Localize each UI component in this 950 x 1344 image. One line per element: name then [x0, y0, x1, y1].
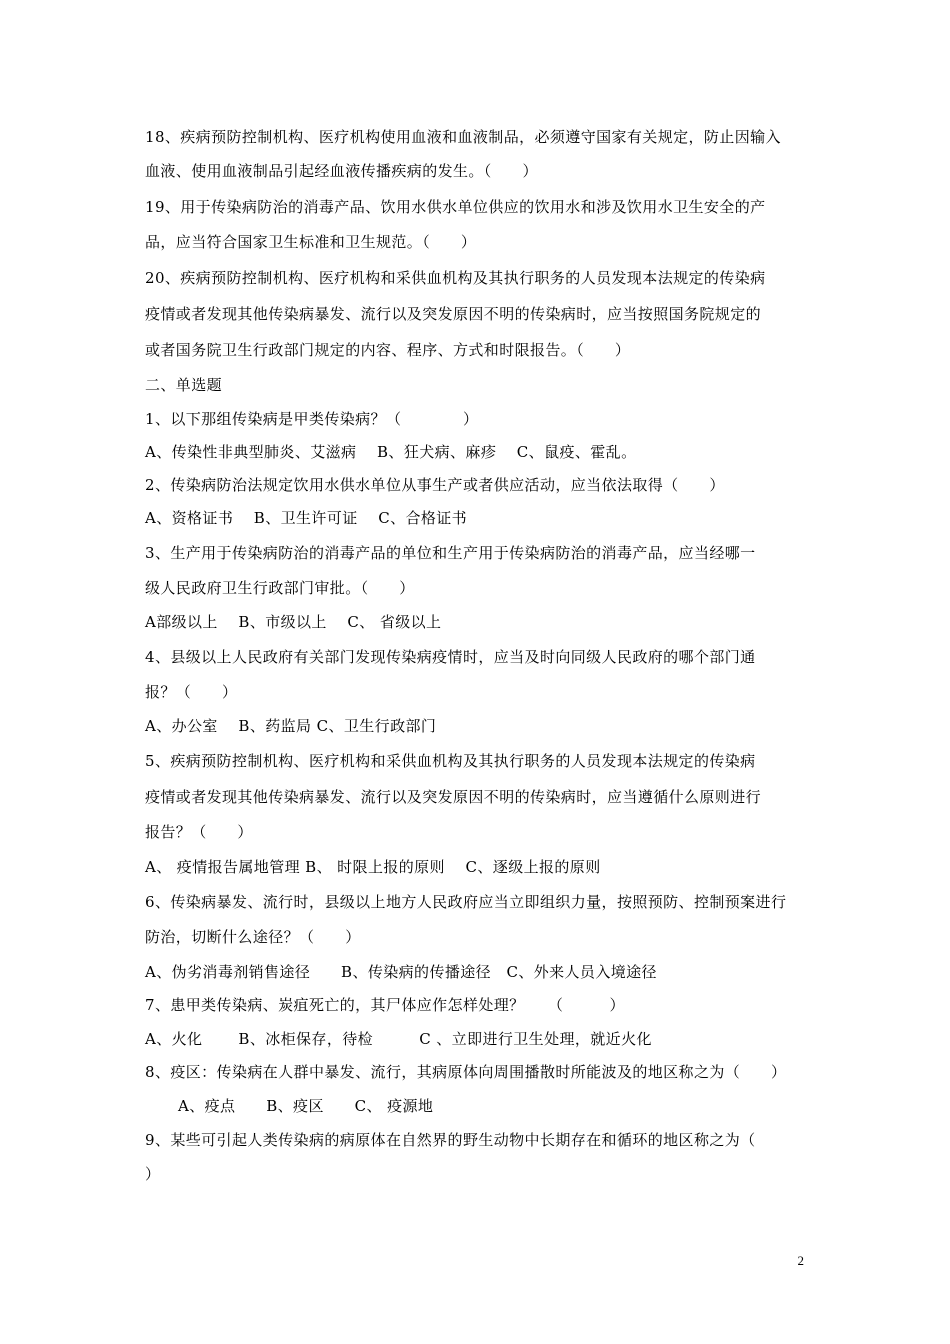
options-6: A、伪劣消毒剂销售途径 B、传染病的传播途径 C、外来人员入境途径 [145, 963, 657, 981]
text-line: 品，应当符合国家卫生标准和卫生规范。（ ） [145, 233, 477, 251]
question-4-cont: 报？（ ） [145, 683, 238, 701]
page-number: 2 [797, 1253, 804, 1268]
question-3-cont: 级人民政府卫生行政部门审批。（ ） [145, 579, 415, 597]
options-8: A、疫点 B、疫区 C、 疫源地 [178, 1097, 434, 1115]
question-3: 3、生产用于传染病防治的消毒产品的单位和生产用于传染病防治的消毒产品，应当经哪一 [145, 544, 756, 562]
question-5-cont: 疫情或者发现其他传染病暴发、流行以及突发原因不明的传染病时，应当遵循什么原则进行 [145, 788, 762, 806]
options-3: A部级以上 B、市级以上 C、 省级以上 [145, 613, 442, 631]
question-6: 6、传染病暴发、流行时，县级以上地方人民政府应当立即组织力量，按照预防、控制预案进行 [145, 893, 787, 911]
text-line: 血液、使用血液制品引起经血液传播疾病的发生。（ ） [145, 162, 538, 180]
question-7: 7、患甲类传染病、炭疽死亡的，其尸体应作怎样处理？ （ ） [145, 996, 625, 1014]
question-4: 4、县级以上人民政府有关部门发现传染病疫情时，应当及时向同级人民政府的哪个部门通 [145, 648, 756, 666]
question-1: 1、以下那组传染病是甲类传染病？（ ） [145, 410, 479, 428]
text-line: 18、疾病预防控制机构、医疗机构使用血液和血液制品，必须遵守国家有关规定，防止因输入 [145, 128, 781, 146]
options-2: A、资格证书 B、卫生许可证 C、合格证书 [145, 509, 468, 527]
options-7: A、火化 B、冰柜保存，待检 C 、立即进行卫生处理，就近火化 [145, 1030, 652, 1048]
section-heading: 二、单选题 [145, 376, 223, 394]
question-8: 8、疫区：传染病在人群中暴发、流行，其病原体向周围播散时所能波及的地区称之为（ ） [145, 1063, 787, 1081]
question-9: 9、某些可引起人类传染病的病原体在自然界的野生动物中长期存在和循环的地区称之为（ [145, 1131, 756, 1149]
options-5: A、 疫情报告属地管理 B、 时限上报的原则 C、逐级上报的原则 [145, 858, 601, 876]
text-line: 19、用于传染病防治的消毒产品、饮用水供水单位供应的饮用水和涉及饮用水卫生安全的产 [145, 198, 766, 216]
question-6-cont: 防治，切断什么途径？（ ） [145, 928, 361, 946]
question-5-cont: 报告？（ ） [145, 823, 253, 841]
question-9-cont: ） [145, 1165, 161, 1183]
text-line: 或者国务院卫生行政部门规定的内容、程序、方式和时限报告。（ ） [145, 341, 631, 359]
options-4: A、办公室 B、药监局 C、卫生行政部门 [145, 717, 437, 735]
options-1: A、传染性非典型肺炎、艾滋病 B、狂犬病、麻疹 C、鼠疫、霍乱。 [145, 443, 637, 461]
question-5: 5、疾病预防控制机构、医疗机构和采供血机构及其执行职务的人员发现本法规定的传染病 [145, 752, 756, 770]
text-line: 疫情或者发现其他传染病暴发、流行以及突发原因不明的传染病时，应当按照国务院规定的 [145, 305, 762, 323]
text-line: 20、疾病预防控制机构、医疗机构和采供血机构及其执行职务的人员发现本法规定的传染病 [145, 269, 766, 287]
question-2: 2、传染病防治法规定饮用水供水单位从事生产或者供应活动，应当依法取得（ ） [145, 476, 725, 494]
